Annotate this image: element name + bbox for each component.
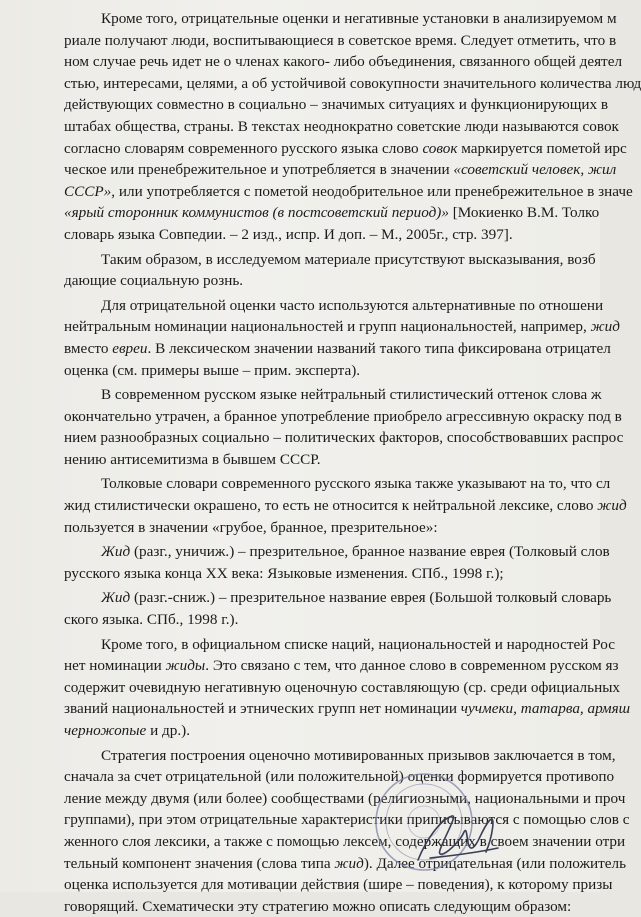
text-run: оценка используется для мотивации действия (шире – поведения), к которому призы bbox=[64, 876, 613, 894]
text-run: штабах общества, страны. В текстах неоднократно советские люди называются совок bbox=[64, 117, 619, 135]
text-run: ского языка. СПб., 1998 г.). bbox=[64, 611, 239, 629]
text-run: пользуется в значении «грубое, бранное, презрительное»: bbox=[64, 518, 438, 536]
text-run: женного слоя лексики, а также с помощью лексем, содержащих в своем значении отри bbox=[64, 832, 626, 850]
text-run: нейтральным номинации национальностей и групп национальностей, например, bbox=[64, 318, 591, 336]
text-line bbox=[64, 116, 619, 138]
text-run: и др.). bbox=[146, 722, 190, 739]
text-run: званий национальностей и этнических групп нет номинации bbox=[64, 700, 461, 718]
text-line bbox=[64, 202, 600, 224]
text-run: дающие социальную рознь. bbox=[64, 272, 244, 290]
italic-run: жиды bbox=[165, 657, 206, 675]
text-line bbox=[64, 8, 617, 30]
text-run: согласно словарям современного русского языка слово bbox=[64, 139, 423, 157]
text-run: нению антисемитизма в бывшем СССР. bbox=[64, 450, 321, 468]
text-line bbox=[64, 698, 631, 720]
text-run: сначала за счет отрицательной (или положительной) оценки формируется противопо bbox=[64, 768, 615, 786]
text-run: , или употребляется с пометой неодобрительное или пренебрежительное в значе bbox=[111, 182, 633, 200]
text-run: Для отрицательной оценки часто используются альтернативные по отношени bbox=[101, 296, 604, 314]
text-line bbox=[64, 295, 604, 317]
text-run: тельный компонент значения (слова типа bbox=[64, 854, 335, 872]
text-run: (разг., уничиж.) – презрительное, бранное название еврея (Толковый слов bbox=[130, 543, 610, 561]
text-line bbox=[64, 831, 626, 853]
text-line bbox=[64, 853, 627, 875]
text-line bbox=[64, 30, 617, 52]
text-run: группами), при этом отрицательные характеристики приписываются с помощью слов с bbox=[64, 811, 630, 829]
text-run: вместо bbox=[64, 339, 113, 357]
text-line bbox=[64, 181, 633, 203]
text-run: жид стилистически окрашено, то есть не относится к нейтральной лексике, слово bbox=[64, 497, 598, 515]
text-line bbox=[64, 541, 610, 563]
text-run: стью, интересами, целями, а об устойчивой совокупности значительного количества люд bbox=[64, 74, 641, 92]
text-line bbox=[64, 517, 600, 539]
text-line bbox=[64, 720, 600, 742]
text-run: В современном русском языке нейтральный стилистический оттенок слова ж bbox=[101, 386, 602, 404]
document-body bbox=[64, 8, 641, 917]
italic-run: Жид bbox=[101, 589, 131, 607]
italic-run: «советский человек, жил bbox=[453, 161, 617, 179]
text-run: действующих совместно в социально – значимых ситуациях и функционирующих в bbox=[64, 96, 609, 114]
text-run: нет номинации bbox=[64, 657, 166, 675]
text-run: Толковые словари современного русского языка также указывают на то, что сл bbox=[101, 475, 611, 493]
text-line bbox=[64, 563, 600, 585]
text-line bbox=[64, 427, 624, 449]
text-run: Кроме того, отрицательные оценки и негативные установки в анализируемом м bbox=[101, 10, 617, 27]
text-run: ). Далее отрицательная (или положитель bbox=[363, 854, 627, 872]
text-run: оценка (см. примеры выше – прим. эксперта). bbox=[64, 361, 361, 379]
italic-run: СССР» bbox=[64, 182, 112, 200]
text-line bbox=[64, 94, 609, 116]
italic-run: чучмеки, татарва, армяш bbox=[460, 700, 631, 718]
text-line bbox=[64, 316, 620, 338]
italic-run: Жид bbox=[101, 543, 131, 561]
text-line bbox=[64, 473, 611, 495]
text-run: [Мокиенко В.М. Толко bbox=[448, 204, 600, 222]
text-run: ном случае речь идет не о членах какого- либо объединения, связанного общей деятел bbox=[64, 53, 623, 71]
text-run: словарь языка Совпедии. – 2 изд., испр. И доп. – М., 2005г., стр. 397]. bbox=[64, 225, 513, 243]
text-line bbox=[64, 874, 613, 896]
text-run: . В лексическом значении названий такого типа фиксирована отрицател bbox=[147, 339, 611, 357]
italic-run: совок bbox=[422, 139, 458, 157]
text-line bbox=[64, 677, 620, 699]
text-line bbox=[64, 896, 600, 917]
text-line bbox=[64, 587, 612, 609]
text-run: говорящий. Схематически эту стратегию можно описать следующим образом: bbox=[64, 897, 572, 915]
text-line bbox=[64, 655, 619, 677]
text-line bbox=[64, 766, 615, 788]
text-line bbox=[64, 249, 600, 271]
text-line bbox=[64, 360, 600, 382]
text-line bbox=[64, 634, 615, 656]
signature bbox=[400, 798, 510, 878]
text-line bbox=[64, 809, 630, 831]
text-line bbox=[64, 224, 600, 246]
text-line bbox=[64, 788, 626, 810]
text-line bbox=[64, 73, 641, 95]
text-run: (разг.-сниж.) – презрительное название еврея (Большой толковый словарь bbox=[130, 589, 612, 607]
text-line bbox=[64, 609, 600, 631]
text-run: Таким образом, в исследуемом материале присутствуют высказывания, возб bbox=[101, 250, 596, 268]
italic-run: жид bbox=[597, 497, 627, 515]
italic-run: жид bbox=[590, 318, 620, 336]
text-line bbox=[64, 138, 627, 160]
text-line bbox=[64, 338, 611, 360]
text-line bbox=[64, 449, 600, 471]
text-line bbox=[64, 270, 600, 292]
italic-run: евреи bbox=[112, 339, 148, 357]
italic-run: «ярый сторонник коммунистов (в постсоветский период)» bbox=[64, 204, 449, 222]
text-line bbox=[64, 406, 622, 428]
text-line bbox=[64, 745, 616, 767]
text-run: Стратегия построения оценочно мотивированных призывов заключается в том, bbox=[101, 746, 616, 764]
text-run: риале получают люди, воспитывающиеся в советское время. Следует отметить, что в bbox=[64, 31, 617, 49]
text-line bbox=[64, 495, 627, 517]
text-run: русского языка конца XX века: Языковые изменения. СПб., 1998 г.); bbox=[64, 564, 504, 582]
text-line bbox=[64, 159, 617, 181]
text-run: Кроме того, в официальном списке наций, национальностей и народностей Рос bbox=[101, 635, 615, 653]
italic-run: черножопые bbox=[64, 722, 147, 739]
text-run: ческое или пренебрежительное и употребляется в значении bbox=[64, 161, 454, 179]
text-line bbox=[64, 51, 623, 73]
text-run: маркируется пометой ирс bbox=[457, 139, 627, 157]
italic-run: жид bbox=[334, 854, 364, 872]
text-line bbox=[64, 384, 600, 406]
text-run: . Это связано с тем, что данное слово в современном русском яз bbox=[205, 657, 619, 675]
text-run: содержит очевидную негативную оценочную составляющую (ср. среди официальных bbox=[64, 678, 620, 696]
text-run: нием разнообразных социально – политических факторов, способствовавших распрос bbox=[64, 429, 624, 447]
text-run: окончательно утрачен, а бранное употребление приобрело агрессивную окраску под в bbox=[64, 407, 622, 425]
text-run: ление между двумя (или более) сообществами (религиозными, национальными и проч bbox=[64, 789, 626, 807]
